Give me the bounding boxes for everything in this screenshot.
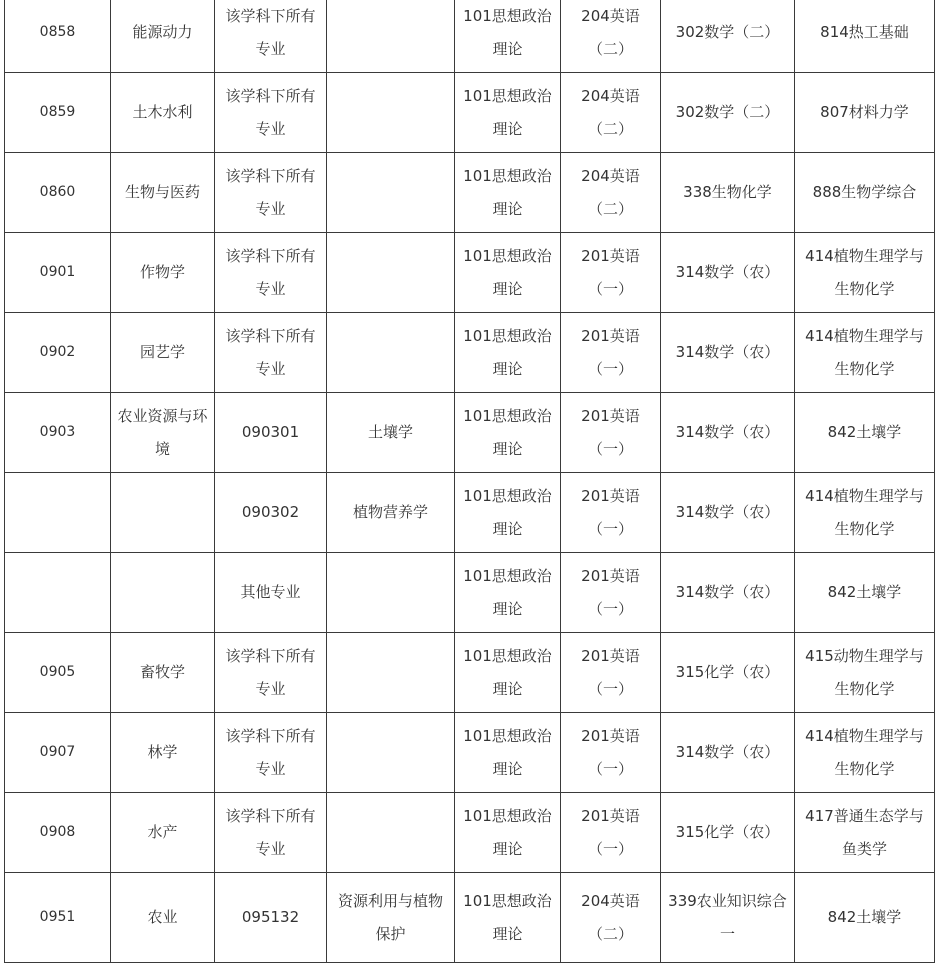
discipline-code-cell: 0905 (5, 633, 111, 713)
subject-two-cell: 414植物生理学与生物化学 (795, 313, 935, 393)
major-code-cell: 该学科下所有专业 (215, 233, 327, 313)
major-code-cell: 该学科下所有专业 (215, 0, 327, 73)
table-row (5, 793, 935, 873)
table-row (5, 153, 935, 233)
discipline-name-cell: 能源动力 (111, 0, 215, 73)
major-name-cell (327, 153, 455, 233)
major-name-cell (327, 73, 455, 153)
subject-two-cell: 807材料力学 (795, 73, 935, 153)
major-code-cell: 该学科下所有专业 (215, 153, 327, 233)
politics-cell: 101思想政治理论 (455, 633, 561, 713)
subject-one-cell: 314数学（农） (661, 713, 795, 793)
discipline-code-cell: 0907 (5, 713, 111, 793)
major-code-cell: 该学科下所有专业 (215, 793, 327, 873)
major-name-cell (327, 553, 455, 633)
major-name-cell (327, 713, 455, 793)
politics-cell: 101思想政治理论 (455, 793, 561, 873)
subject-two-cell: 414植物生理学与生物化学 (795, 473, 935, 553)
politics-cell: 101思想政治理论 (455, 233, 561, 313)
subject-one-cell: 315化学（农） (661, 793, 795, 873)
table-row (5, 0, 935, 73)
major-code-cell: 该学科下所有专业 (215, 713, 327, 793)
politics-cell: 101思想政治理论 (455, 713, 561, 793)
subject-one-cell: 314数学（农） (661, 313, 795, 393)
major-name-cell (327, 633, 455, 713)
foreign-language-cell: 201英语（一） (561, 633, 661, 713)
politics-cell: 101思想政治理论 (455, 473, 561, 553)
discipline-code-cell: 0908 (5, 793, 111, 873)
major-name-cell (327, 793, 455, 873)
subject-two-cell: 414植物生理学与生物化学 (795, 713, 935, 793)
politics-cell: 101思想政治理论 (455, 873, 561, 963)
politics-cell: 101思想政治理论 (455, 553, 561, 633)
exam-subjects-table (4, 0, 935, 963)
discipline-code-cell: 0902 (5, 313, 111, 393)
table-row (5, 393, 935, 473)
discipline-name-cell: 水产 (111, 793, 215, 873)
discipline-name-cell: 生物与医药 (111, 153, 215, 233)
discipline-code-cell: 0860 (5, 153, 111, 233)
discipline-name-cell: 园艺学 (111, 313, 215, 393)
discipline-code-cell (5, 473, 111, 553)
subject-two-cell: 842土壤学 (795, 873, 935, 963)
table-row (5, 73, 935, 153)
major-name-cell (327, 0, 455, 73)
major-name-cell: 植物营养学 (327, 473, 455, 553)
foreign-language-cell: 201英语（一） (561, 233, 661, 313)
subject-one-cell: 315化学（农） (661, 633, 795, 713)
foreign-language-cell: 201英语（一） (561, 393, 661, 473)
table-row (5, 233, 935, 313)
politics-cell: 101思想政治理论 (455, 153, 561, 233)
subject-one-cell: 339农业知识综合一 (661, 873, 795, 963)
discipline-name-cell: 林学 (111, 713, 215, 793)
major-name-cell: 资源利用与植物保护 (327, 873, 455, 963)
table-row (5, 633, 935, 713)
politics-cell: 101思想政治理论 (455, 313, 561, 393)
major-code-cell: 095132 (215, 873, 327, 963)
subject-two-cell: 842土壤学 (795, 393, 935, 473)
major-name-cell (327, 313, 455, 393)
subject-two-cell: 415动物生理学与生物化学 (795, 633, 935, 713)
discipline-code-cell (5, 553, 111, 633)
discipline-name-cell: 农业资源与环境 (111, 393, 215, 473)
major-code-cell: 090301 (215, 393, 327, 473)
major-name-cell: 土壤学 (327, 393, 455, 473)
table-row (5, 313, 935, 393)
discipline-name-cell: 畜牧学 (111, 633, 215, 713)
table-row (5, 553, 935, 633)
foreign-language-cell: 201英语（一） (561, 713, 661, 793)
major-code-cell: 090302 (215, 473, 327, 553)
subject-one-cell: 314数学（农） (661, 393, 795, 473)
foreign-language-cell: 201英语（一） (561, 313, 661, 393)
discipline-name-cell: 作物学 (111, 233, 215, 313)
table-row (5, 873, 935, 963)
subject-two-cell: 417普通生态学与鱼类学 (795, 793, 935, 873)
subject-one-cell: 314数学（农） (661, 233, 795, 313)
major-code-cell: 该学科下所有专业 (215, 313, 327, 393)
subject-one-cell: 314数学（农） (661, 553, 795, 633)
discipline-code-cell: 0858 (5, 0, 111, 73)
discipline-code-cell: 0903 (5, 393, 111, 473)
foreign-language-cell: 201英语（一） (561, 553, 661, 633)
foreign-language-cell: 204英语（二） (561, 153, 661, 233)
table-row (5, 713, 935, 793)
foreign-language-cell: 201英语（一） (561, 473, 661, 553)
subject-two-cell: 842土壤学 (795, 553, 935, 633)
politics-cell: 101思想政治理论 (455, 393, 561, 473)
subject-two-cell: 888生物学综合 (795, 153, 935, 233)
foreign-language-cell: 201英语（一） (561, 793, 661, 873)
discipline-name-cell: 农业 (111, 873, 215, 963)
major-code-cell: 该学科下所有专业 (215, 633, 327, 713)
discipline-code-cell: 0951 (5, 873, 111, 963)
subject-two-cell: 814热工基础 (795, 0, 935, 73)
subject-one-cell: 302数学（二） (661, 73, 795, 153)
foreign-language-cell: 204英语（二） (561, 73, 661, 153)
table-row (5, 473, 935, 553)
discipline-name-cell: 土木水利 (111, 73, 215, 153)
discipline-name-cell (111, 473, 215, 553)
foreign-language-cell: 204英语（二） (561, 0, 661, 73)
major-code-cell: 其他专业 (215, 553, 327, 633)
major-name-cell (327, 233, 455, 313)
subject-one-cell: 302数学（二） (661, 0, 795, 73)
discipline-name-cell (111, 553, 215, 633)
politics-cell: 101思想政治理论 (455, 73, 561, 153)
subject-one-cell: 338生物化学 (661, 153, 795, 233)
discipline-code-cell: 0901 (5, 233, 111, 313)
subject-one-cell: 314数学（农） (661, 473, 795, 553)
foreign-language-cell: 204英语（二） (561, 873, 661, 963)
major-code-cell: 该学科下所有专业 (215, 73, 327, 153)
subject-two-cell: 414植物生理学与生物化学 (795, 233, 935, 313)
discipline-code-cell: 0859 (5, 73, 111, 153)
politics-cell: 101思想政治理论 (455, 0, 561, 73)
